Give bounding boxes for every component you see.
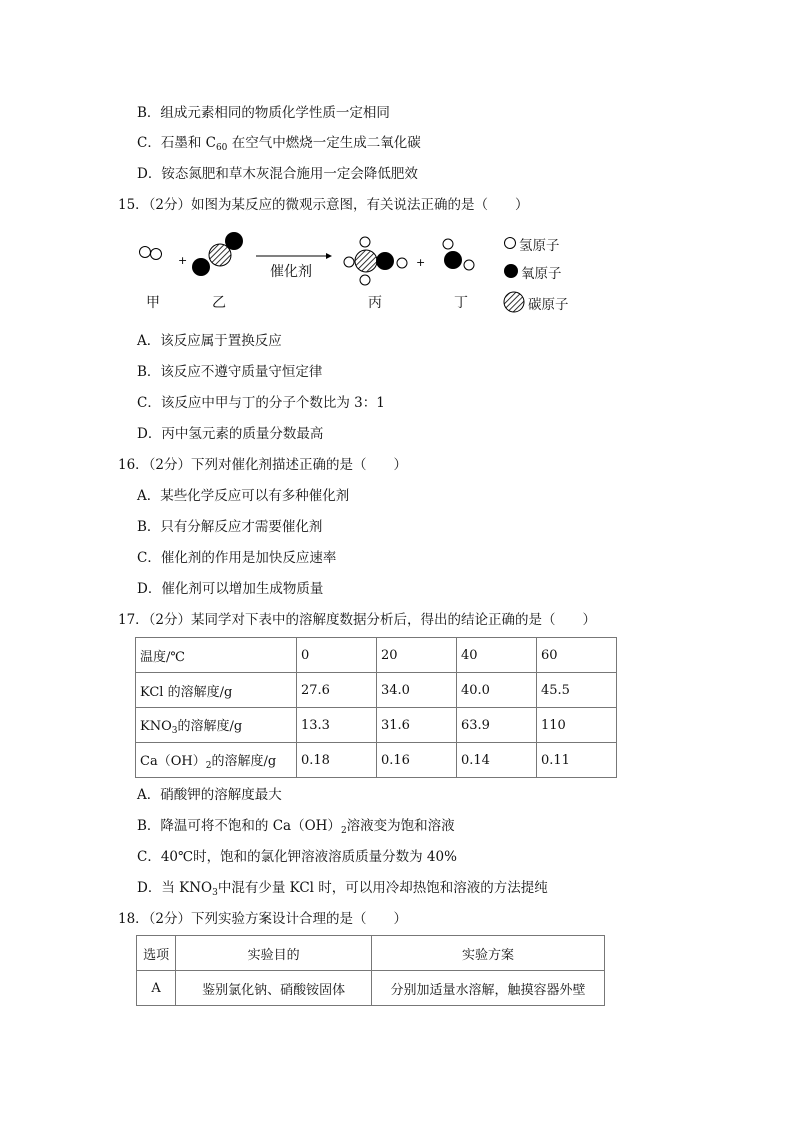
table-row — [136, 673, 617, 708]
plus-sign-2: + — [416, 256, 426, 269]
q17-option-d-post: 中混有少量 KCl 时，可以用冷却热饱和溶液的方法提纯 — [217, 880, 548, 896]
caoh-label-post: 的溶解度/g — [211, 753, 277, 769]
q14-option-c-post: 在空气中燃烧一定生成二氧化碳 — [227, 135, 421, 151]
q17-option-b-post: 溶液变为饱和溶液 — [346, 818, 455, 834]
q17-option-d — [137, 879, 548, 902]
legend-oxygen-icon — [504, 264, 518, 278]
q17-option-d-sub: 3 — [212, 888, 218, 898]
molecule-h2 — [140, 247, 162, 260]
q17-option-a: A．硝酸钾的溶解度最大 — [137, 787, 282, 803]
q14-option-c-pre: C．石墨和 C — [137, 135, 216, 151]
q18-stem: 18．（2分）下列实验方案设计合理的是（ ） — [118, 911, 408, 927]
molecule-co2 — [192, 232, 243, 276]
q17-option-b-pre: B．降温可将不饱和的 Ca（OH） — [137, 818, 341, 834]
legend-carbon-label: 碳原子 — [528, 297, 569, 313]
table-cell: KCl 的溶解度/g — [136, 673, 297, 708]
table-cell: 0.11 — [536, 743, 616, 778]
table-row — [137, 936, 605, 971]
q17-option-b-sub: 2 — [340, 826, 347, 836]
table-cell: 40.0 — [456, 673, 536, 708]
table-cell: 13.3 — [297, 708, 377, 743]
caption-yi: 乙 — [212, 295, 226, 311]
q15-option-b: B．该反应不遵守质量守恒定律 — [137, 364, 323, 380]
table-cell: 34.0 — [376, 673, 456, 708]
q16-option-a: A．某些化学反应可以有多种催化剂 — [137, 488, 350, 504]
table-row — [136, 743, 617, 778]
table-cell: 40 — [456, 638, 536, 673]
caption-jia: 甲 — [146, 295, 160, 311]
q16-option-c: C．催化剂的作用是加快反应速率 — [137, 550, 337, 566]
molecule-h2o — [443, 239, 474, 270]
q16-option-b: B．只有分解反应才需要催化剂 — [137, 519, 323, 535]
experiment-table — [136, 935, 605, 1006]
caption-bing: 丙 — [368, 295, 382, 311]
table-cell: A — [137, 971, 176, 1006]
molecule-ch3oh — [344, 237, 407, 285]
table-cell: 温度/℃ — [136, 638, 297, 673]
q16-stem: 16．（2分）下列对催化剂描述正确的是（ ） — [118, 457, 408, 473]
arrow-label: 催化剂 — [270, 264, 312, 280]
q15-option-c: C．该反应中甲与丁的分子个数比为 3：1 — [137, 395, 385, 411]
legend-oxygen-label: 氧原子 — [521, 266, 562, 282]
q15-option-a: A．该反应属于置换反应 — [137, 333, 282, 349]
table-cell: 选项 — [137, 936, 176, 971]
q15-option-d: D．丙中氢元素的质量分数最高 — [137, 426, 324, 442]
table-cell: 27.6 — [297, 673, 377, 708]
q14-option-d: D．铵态氮肥和草木灰混合施用一定会降低肥效 — [137, 166, 418, 182]
table-cell: 鉴别氯化钠、硝酸铵固体 — [176, 971, 372, 1006]
table-cell: 实验目的 — [176, 936, 372, 971]
table-cell: 110 — [536, 708, 616, 743]
table-cell: 实验方案 — [371, 936, 604, 971]
table-cell: 31.6 — [376, 708, 456, 743]
table-cell: 20 — [376, 638, 456, 673]
q14-option-c — [137, 134, 421, 157]
table-row — [137, 971, 605, 1006]
kno3-label-pre: KNO — [140, 718, 172, 734]
table-cell: 分别加适量水溶解，触摸容器外壁 — [371, 971, 604, 1006]
q17-option-d-pre: D．当 KNO — [137, 880, 213, 896]
caoh-label-pre: Ca（OH） — [140, 753, 206, 769]
q14-option-b: B．组成元素相同的物质化学性质一定相同 — [137, 105, 390, 121]
legend-hydrogen-label: 氢原子 — [519, 238, 560, 254]
plus-sign: + — [178, 254, 188, 267]
caption-ding: 丁 — [454, 295, 468, 311]
table-row — [136, 638, 617, 673]
q14-option-c-sub: 60 — [215, 143, 228, 153]
kno3-label-sub: 3 — [171, 725, 178, 736]
table-cell: 63.9 — [456, 708, 536, 743]
q17-option-c: C．40℃时，饱和的氯化钾溶液溶质质量分数为 40% — [137, 849, 457, 865]
table-row — [136, 708, 617, 743]
q16-option-d: D．催化剂可以增加生成物质量 — [137, 581, 324, 597]
q15-stem: 15．（2分）如图为某反应的微观示意图，有关说法正确的是（ ） — [118, 197, 529, 213]
table-cell: 45.5 — [536, 673, 616, 708]
solubility-table — [135, 637, 617, 778]
kno3-label-post: 的溶解度/g — [177, 718, 243, 734]
table-cell: 0.16 — [376, 743, 456, 778]
q17-option-b — [137, 817, 455, 840]
caoh-label-sub: 2 — [205, 760, 212, 771]
table-cell — [136, 743, 297, 778]
reaction-arrow — [256, 253, 332, 259]
table-cell: 0.18 — [297, 743, 377, 778]
table-cell — [136, 708, 297, 743]
table-cell: 0 — [297, 638, 377, 673]
table-cell: 0.14 — [456, 743, 536, 778]
q17-stem: 17．（2分）某同学对下表中的溶解度数据分析后，得出的结论正确的是（ ） — [118, 612, 597, 628]
table-cell: 60 — [536, 638, 616, 673]
legend-carbon-icon — [504, 292, 524, 312]
legend-hydrogen-icon — [505, 238, 516, 249]
